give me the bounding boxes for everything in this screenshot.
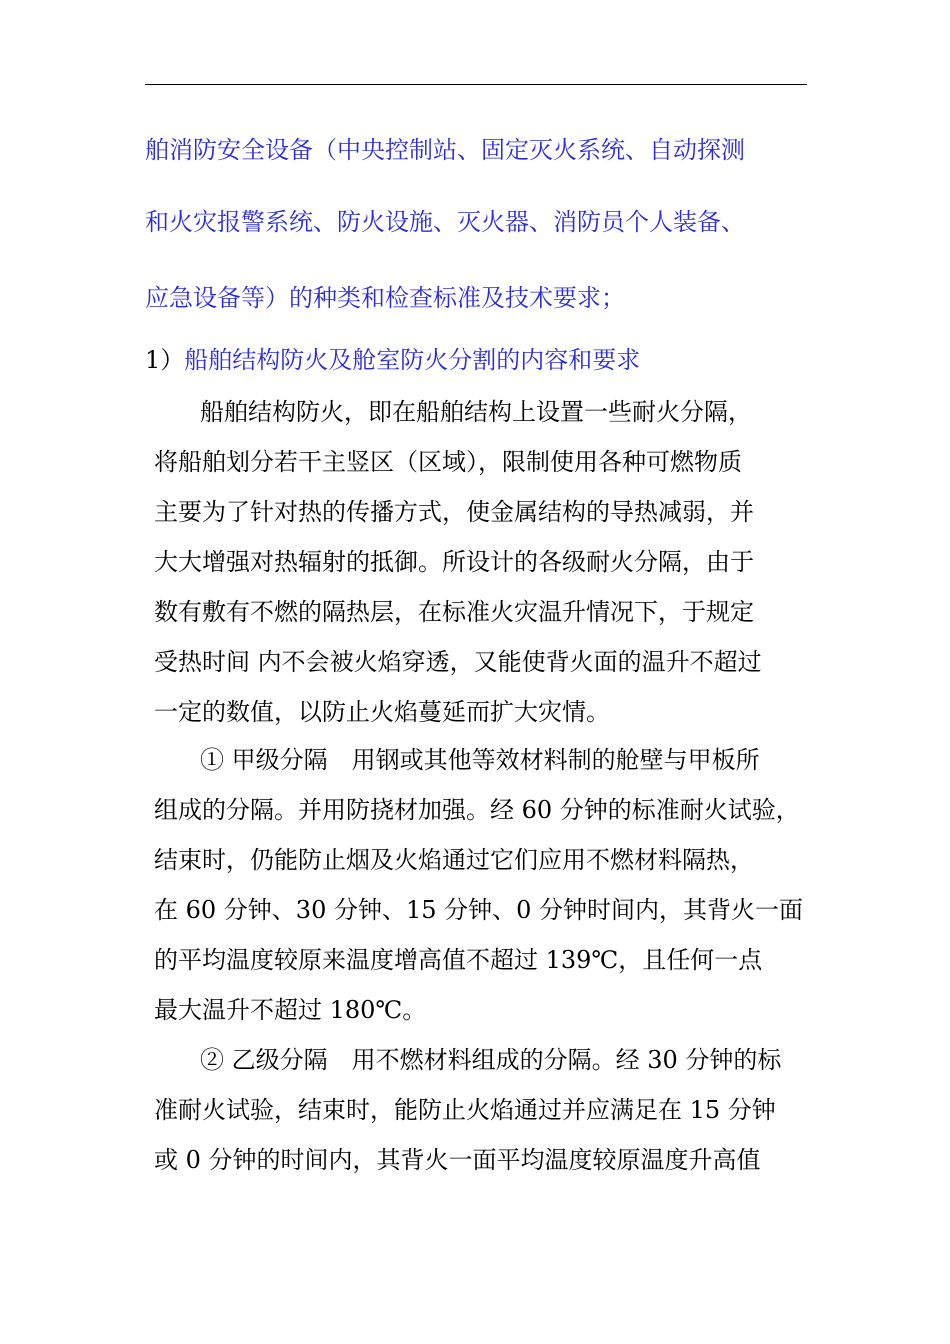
section-title: 船舶结构防火及舱室防火分割的内容和要求 [184,346,641,374]
para1-line-3: 主要为了针对热的传播方式，使金属结构的导热减弱，并 [154,498,754,526]
para1-line-2: 将船舶划分若干主竖区（区域），限制使用各种可燃物质 [154,448,742,476]
para2-line-6: 最大温升不超过 180℃。 [154,996,427,1024]
para1-line-1: 船舶结构防火，即在船舶结构上设置一些耐火分隔， [200,398,752,426]
para2-line-1: ① 甲级分隔 用钢或其他等效材料制的舱壁与甲板所 [200,746,760,774]
para2-line-4: 在 60 分钟、30 分钟、15 分钟、0 分钟时间内，其背火一面 [154,896,804,924]
para2-line-5: 的平均温度较原来温度增高值不超过 139℃，且任何一点 [154,946,763,974]
para3-line-1: ② 乙级分隔 用不燃材料组成的分隔。经 30 分钟的标 [200,1046,782,1074]
para3-line-2: 准耐火试验，结束时，能防止火焰通过并应满足在 15 分钟 [154,1096,776,1124]
title-line-2: 和火灾报警系统、防火设施、灭火器、消防员个人装备、 [145,208,745,236]
section-heading [145,344,640,376]
para1-line-6: 受热时间 内不会被火焰穿透，又能使背火面的温升不超过 [154,648,762,676]
para2-line-2: 组成的分隔。并用防挠材加强。经 60 分钟的标准耐火试验， [154,796,800,824]
para1-line-7: 一定的数值，以防止火焰蔓延而扩大灾情。 [154,698,610,726]
title-line-3: 应急设备等）的种类和检查标准及技术要求； [145,284,625,312]
title-line-1: 舶消防安全设备（中央控制站、固定灭火系统、自动探测 [145,136,745,164]
para1-line-5: 数有敷有不燃的隔热层，在标准火灾温升情况下，于规定 [154,598,754,626]
para2-line-3: 结束时，仍能防止烟及火焰通过它们应用不燃材料隔热， [154,846,754,874]
para1-line-4: 大大增强对热辐射的抵御。所设计的各级耐火分隔，由于 [154,548,754,576]
section-number: 1） [145,346,185,374]
header-rule [145,84,807,85]
para3-line-3: 或 0 分钟的时间内，其背火一面平均温度较原温度升高值 [154,1146,761,1174]
